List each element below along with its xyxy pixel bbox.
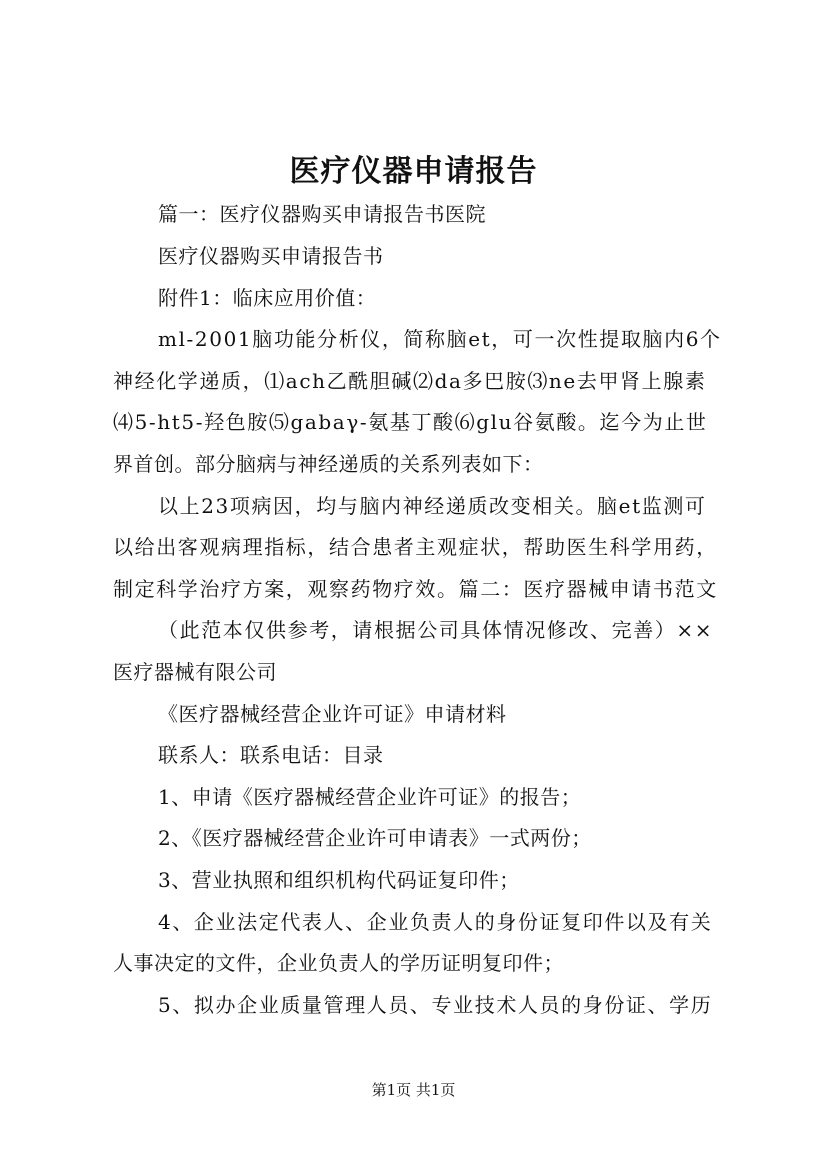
paragraph-line: 神经化学递质，⑴ach乙酰胆碱⑵da多巴胺⑶ne去甲肾上腺素	[113, 369, 707, 393]
paragraph-line: 5、拟办企业质量管理人员、专业技术人员的身份证、学历	[158, 993, 713, 1017]
paragraph-line: 《医疗器械经营企业许可证》申请材料	[158, 702, 507, 726]
paragraph-line: ⑷5-ht5-羟色胺⑸gabaγ-氨基丁酸⑹glu谷氨酸。迄今为止世	[113, 410, 708, 434]
paragraph-line: 1、申请《医疗器械经营企业许可证》的报告；	[158, 785, 582, 809]
document-title: 医疗仪器申请报告	[289, 154, 538, 189]
paragraph-line: 界首创。部分脑病与神经递质的关系列表如下：	[113, 452, 544, 476]
paragraph-line: 3、营业执照和组织机构代码证复印件；	[158, 868, 520, 892]
paragraph-line: 联系人：联系电话：目录	[158, 743, 384, 767]
paragraph-line: 医疗仪器购买申请报告书	[158, 244, 384, 268]
paragraph-line: 附件1：临床应用价值：	[158, 286, 377, 310]
paragraph-line: 篇一：医疗仪器购买申请报告书医院	[158, 202, 486, 226]
paragraph-line: ml-2001脑功能分析仪，简称脑et，可一次性提取脑内6个	[158, 327, 722, 351]
paragraph-line: 以给出客观病理指标，结合患者主观症状，帮助医生科学用药，	[113, 535, 718, 559]
paragraph-line: 4、企业法定代表人、企业负责人的身份证复印件以及有关	[158, 910, 713, 934]
paragraph-line: 以上23项病因，均与脑内神经递质改变相关。脑et监测可	[158, 494, 707, 518]
paragraph-line: （此范本仅供参考，请根据公司具体情况修改、完善）××	[158, 618, 714, 642]
paragraph-line: 人事决定的文件，企业负责人的学历证明复印件；	[113, 951, 564, 975]
paragraph-line: 医疗器械有限公司	[113, 660, 277, 684]
paragraph-line: 制定科学治疗方案，观察药物疗效。篇二：医疗器械申请书范文	[113, 577, 718, 601]
paragraph-line: 2、《医疗器械经营企业许可申请表》一式两份；	[158, 826, 592, 850]
page-footer: 第1页 共1页	[371, 1081, 456, 1099]
